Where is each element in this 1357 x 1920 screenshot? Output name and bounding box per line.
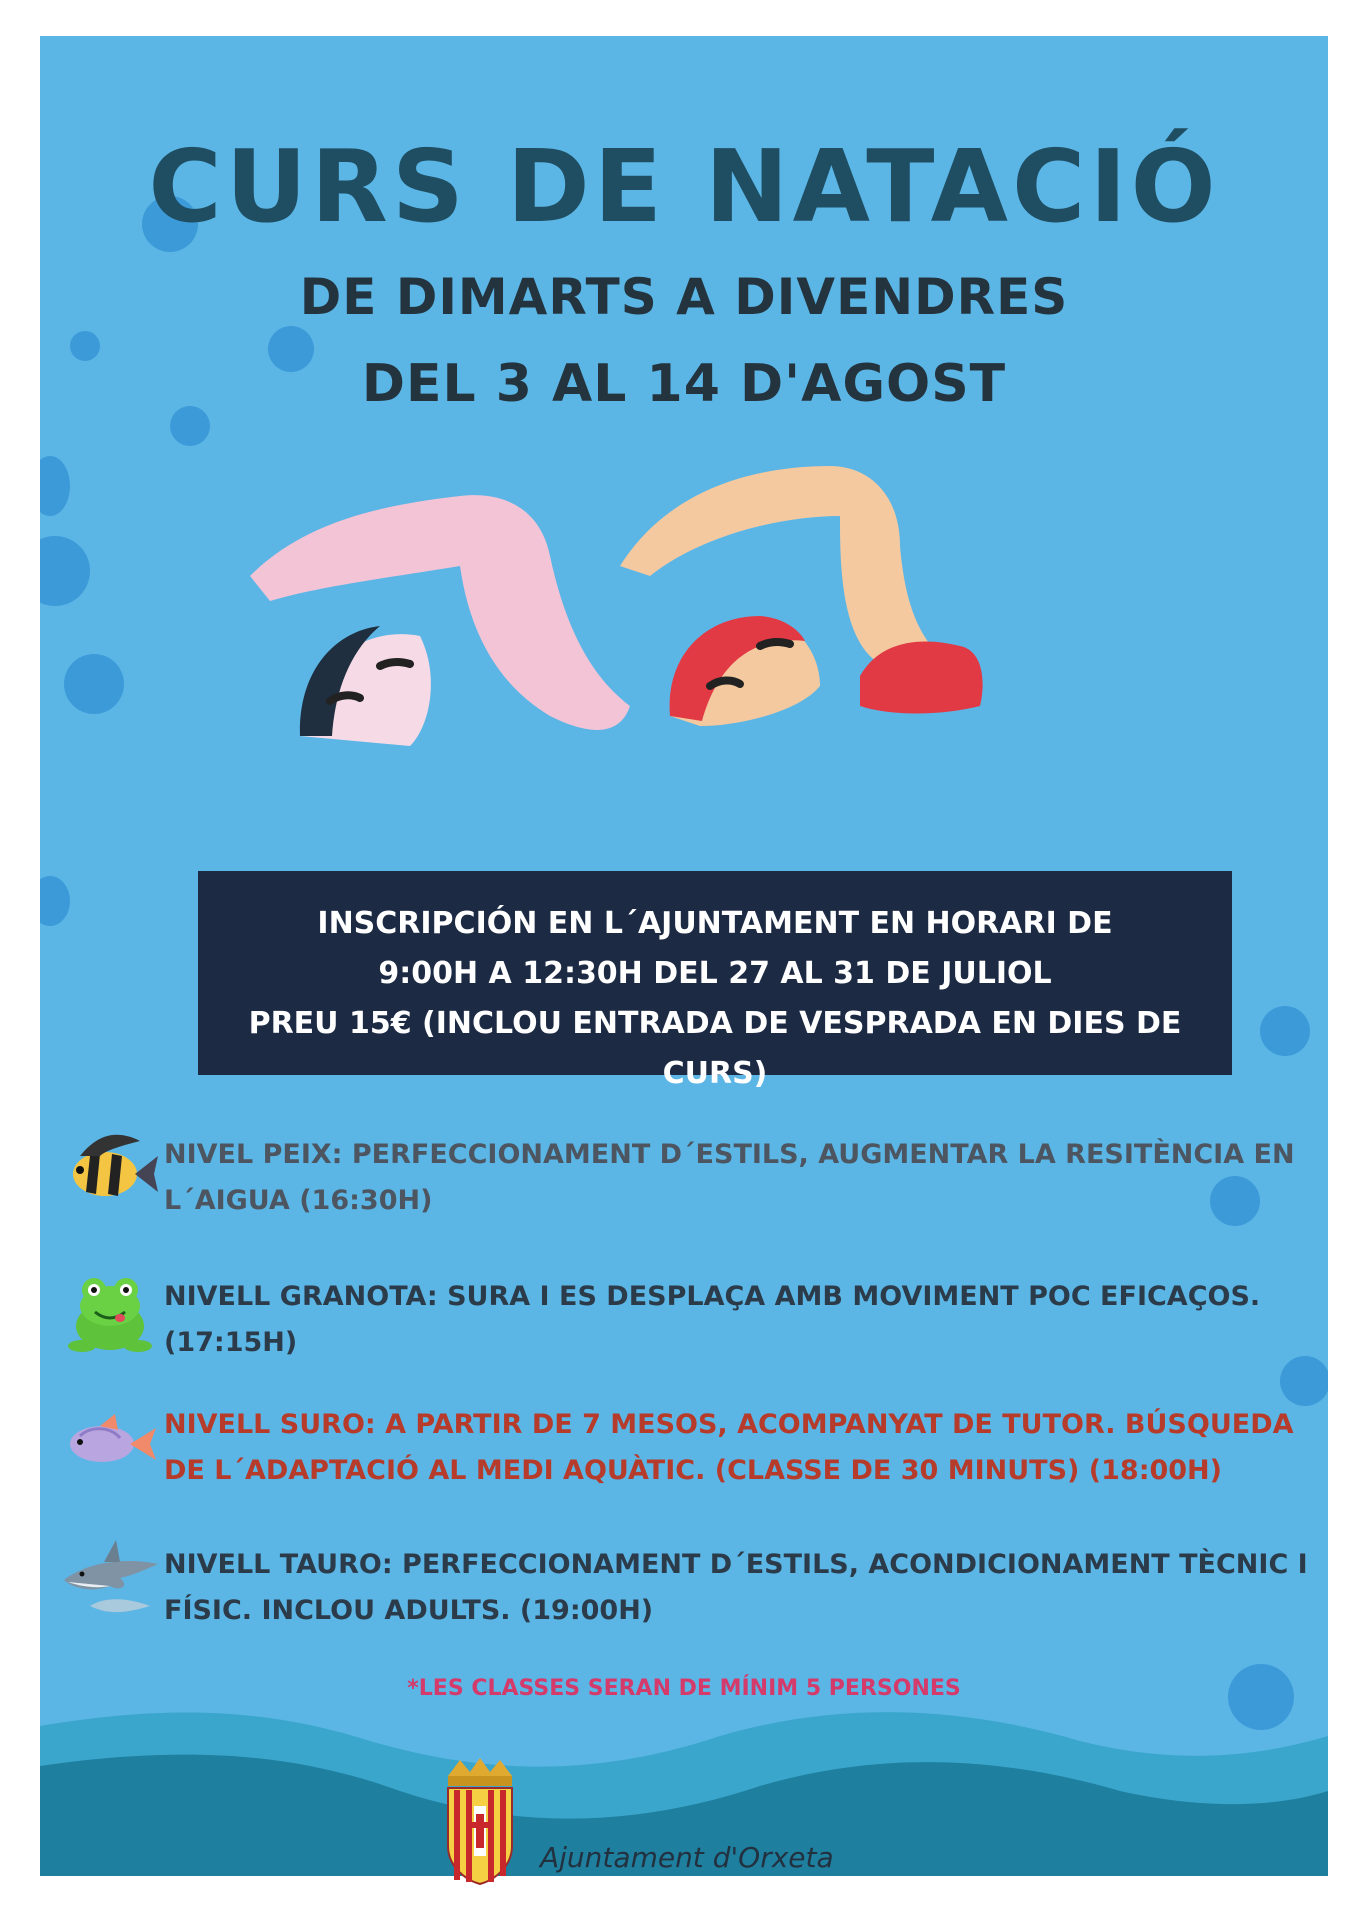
- info-line: INSCRIPCIÓN EN L´AJUNTAMENT EN HORARI DE: [317, 906, 1113, 941]
- info-line: PREU 15€ (INCLOU ENTRADA DE VESPRADA EN DIES DE CURS): [248, 1006, 1182, 1091]
- level-text: NIVELL TAURO: PERFECCIONAMENT D´ESTILS, ACONDICIONAMENT TÈCNIC I FÍSIC. INCLOU ADULTS. (19:00H): [164, 1549, 1308, 1626]
- minimum-participants-note: *LES CLASSES SERAN DE MÍNIM 5 PERSONES: [407, 1676, 961, 1701]
- level-text: NIVEL PEIX: PERFECCIONAMENT D´ESTILS, AUGMENTAR LA RESITÈNCIA EN L´AIGUA (16:30H): [164, 1139, 1295, 1216]
- bubble-decoration: [40, 456, 70, 516]
- swimmers-illustration: [240, 436, 1140, 766]
- organization-name: Ajuntament d'Orxeta: [540, 1841, 834, 1874]
- cork-fish-icon: [60, 1396, 160, 1486]
- bubble-decoration: [40, 536, 90, 606]
- bubble-decoration: [1260, 1006, 1310, 1056]
- footer: [40, 1876, 1328, 1894]
- level-text: NIVELL GRANOTA: SURA I ES DESPLAÇA AMB MOVIMENT POC EFICAÇOS.(17:15H): [164, 1281, 1261, 1358]
- fish-icon: [60, 1126, 160, 1216]
- subtitle-dates: DEL 3 AL 14 D'AGOST: [361, 354, 1007, 414]
- subtitle-days: DE DIMARTS A DIVENDRES: [299, 268, 1069, 326]
- municipal-crest-icon: [440, 1756, 520, 1886]
- info-line: 9:00H A 12:30H DEL 27 AL 31 DE JULIOL: [378, 956, 1052, 991]
- registration-info-box: [198, 871, 1232, 1091]
- poster-title: CURS DE NATACIÓ: [148, 128, 1220, 245]
- level-text: NIVELL SURO: A PARTIR DE 7 MESOS, ACOMPANYAT DE TUTOR. BÚSQUEDA DE L´ADAPTACIÓ AL MEDI AQUÀTIC. (CLASSE DE 30 MINUTS) (18:00H): [164, 1409, 1294, 1486]
- shark-icon: [60, 1536, 160, 1626]
- bubble-decoration: [64, 654, 124, 714]
- swimmer-left: [250, 495, 630, 746]
- frog-icon: [60, 1268, 160, 1358]
- swimmer-right: [620, 466, 983, 726]
- poster: [40, 36, 1328, 1894]
- bubble-decoration: [40, 876, 70, 926]
